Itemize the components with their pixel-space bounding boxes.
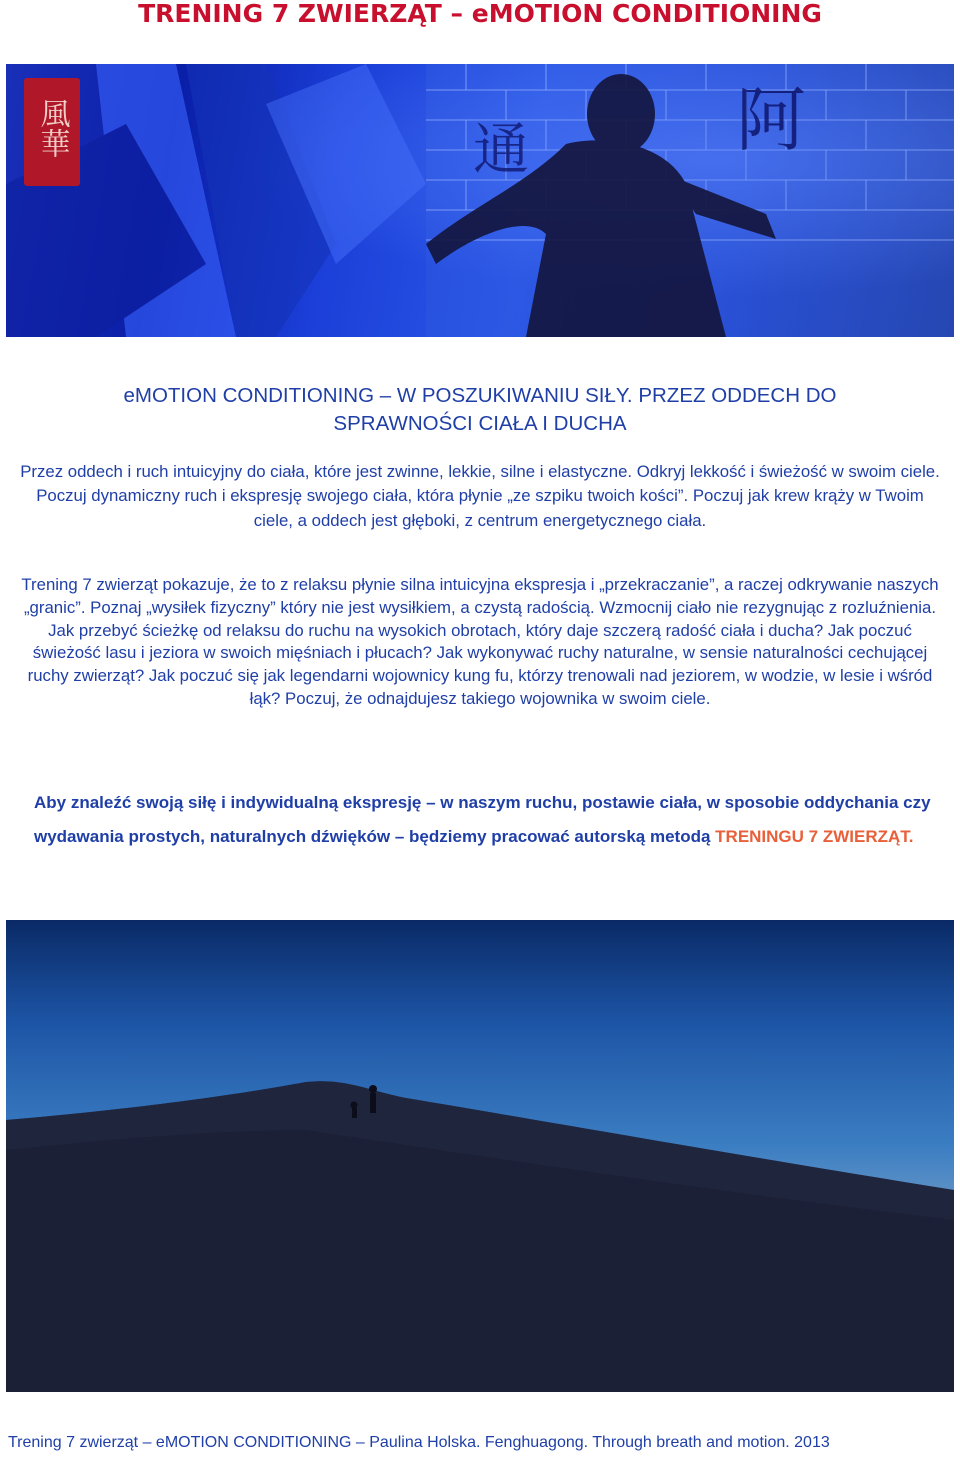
calligraphy-left: 通: [473, 118, 529, 183]
header-photo: [6, 64, 954, 337]
body-paragraph: Trening 7 zwierząt pokazuje, że to z relaksu płynie silna intuicyjna ekspresja i „przekraczanie”, a raczej odkrywanie naszych „granic”. Poznaj „wysiłek fizyczny” który nie jest wysiłkiem, a czystą radością. Wzmocnij ciało nie rezygnując z rozluźnienia. Jak przebyć ścieżkę od relaksu do ruchu na wysokich obrotach, który daje szczerą radość ciała i ducha? Jak poczuć świeżość lasu i jeziora w swoich mięśniach i płucach? Jak wykonywać ruchy naturalne, w sensie naturalności cechującej ruchy zwierząt? Jak poczuć się jak legendarni wojownicy kung fu, którzy trenowali nad jeziorem, w wodzie, w lesie i wśród łąk? Poczuj, że odnajdujesz takiego wojownika w swoim ciele.: [21, 575, 939, 708]
subheading-line2: SPRAWNOŚCI CIAŁA I DUCHA: [333, 412, 627, 435]
dune-photo: [6, 920, 954, 1392]
subheading-line1: eMOTION CONDITIONING – W POSZUKIWANIU SIŁY. PRZEZ ODDECH DO: [123, 384, 837, 407]
desert-dune-image: [6, 920, 954, 1392]
subheading: [0, 382, 960, 438]
calligraphy-right: 阿: [736, 79, 806, 161]
seal-char-1: 風華: [34, 98, 70, 158]
method-text: Aby znaleźć swoją siłę i indywidualną ekspresję – w naszym ruchu, postawie ciała, w sposobie oddychania czy wydawania prostych, naturalnych dźwięków – będziemy pracować autorską metodą: [34, 793, 931, 846]
intro-paragraph: Przez oddech i ruch intuicyjny do ciała, które jest zwinne, lekkie, silne i elastyczne. Odkryj lekkość i świeżość w swoim ciele. Poczuj dynamiczny ruch i ekspresję swojego ciała, która płynie „ze szpiku twoich kości”. Poczuj jak krew krąży w Twoim ciele, a oddech jest głęboki, z centrum energetycznego ciała.: [20, 462, 940, 530]
page-title: TRENING 7 ZWIERZĄT – eMOTION CONDITIONING: [138, 0, 822, 28]
method-paragraph: [34, 786, 934, 854]
method-accent: TRENINGU 7 ZWIERZĄT.: [715, 827, 914, 846]
page-footer: Trening 7 zwierząt – eMOTION CONDITIONING – Paulina Holska. Fenghuagong. Through breath and motion. 2013: [8, 1434, 830, 1451]
kung-fu-silhouette-image: [6, 64, 954, 337]
